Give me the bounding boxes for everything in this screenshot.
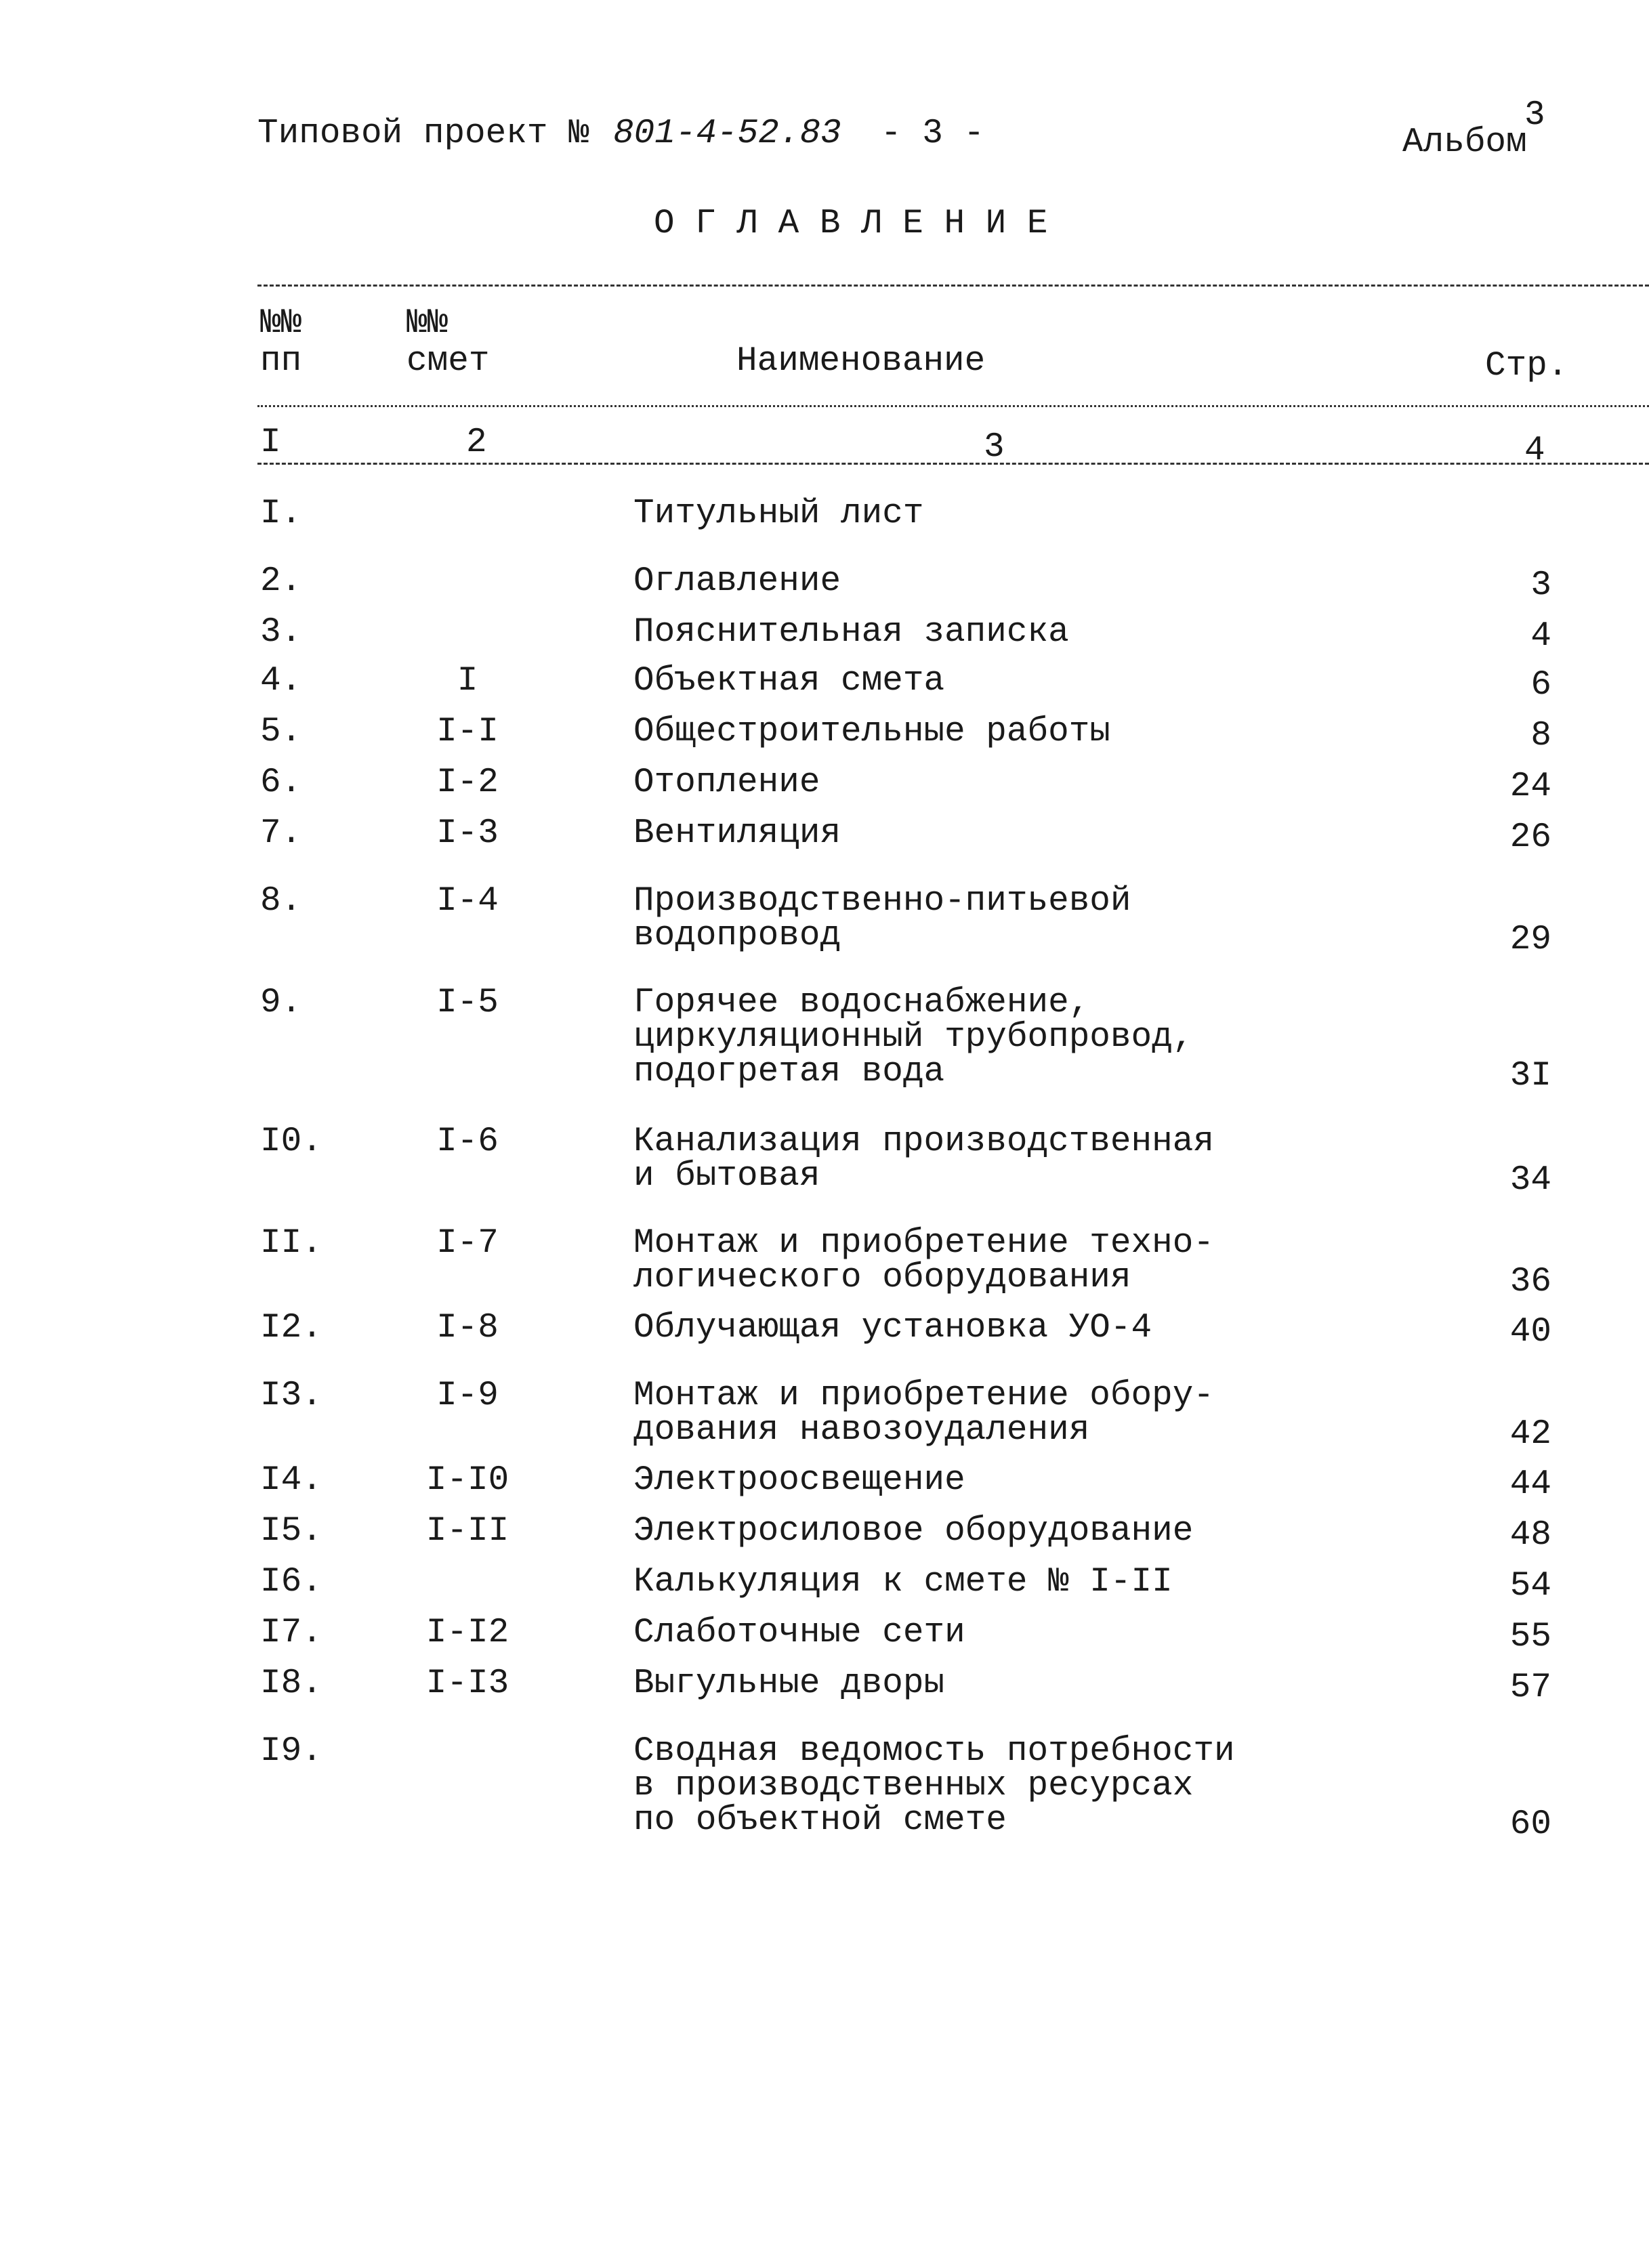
row-title: Калькуляция к смете № I-II [633,1563,1173,1601]
album-number: 3 [1524,96,1545,135]
row-smeta-number: I-I [436,713,499,751]
row-number: 5. [260,713,302,751]
row-number: 2. [260,562,302,601]
row-number: I9. [260,1732,322,1771]
row-smeta-number: I-I3 [425,1664,509,1703]
row-page: 36 [1509,1263,1551,1301]
row-title: Вентиляция [633,814,841,853]
row-page: 8 [1530,717,1551,755]
index-rule [257,463,1649,465]
row-number: II. [260,1224,322,1263]
row-number: 9. [260,984,302,1022]
col-index-3: 3 [984,428,1005,467]
row-page: 55 [1509,1618,1551,1656]
col-header-name: Наименование [736,342,986,381]
col-header-smeta: №№ смет [406,304,490,381]
row-number: 4. [260,662,302,700]
row-smeta-number: I-I0 [425,1461,509,1500]
header-rule [257,405,1649,407]
row-page: 60 [1509,1805,1551,1844]
row-smeta-number: I-9 [436,1377,499,1415]
row-smeta-number: I-2 [436,763,499,802]
row-number: I6. [260,1563,322,1601]
row-title: Электросиловое оборудование [633,1512,1194,1551]
row-title: Слаботочные сети [633,1614,965,1652]
row-title: Монтаж и приобретение техно- логического оборудования [633,1224,1214,1297]
row-number: I. [260,495,302,533]
row-smeta-number: I-7 [436,1224,499,1263]
row-number: 3. [260,613,302,652]
col-header-num: №№ пп [260,304,302,381]
row-title: Облучающая установка УО-4 [633,1309,1152,1347]
col-index-2: 2 [466,423,487,462]
row-number: I0. [260,1122,322,1161]
row-title: Горячее водоснабжение, циркуляционный трубопровод, подогретая вода [633,984,1194,1091]
row-smeta-number: I-I2 [425,1614,509,1652]
row-page: 4 [1530,617,1551,656]
row-number: I7. [260,1614,322,1652]
project-label: Типовой проект № [257,114,589,153]
row-smeta-number: I-3 [436,814,499,853]
row-number: I2. [260,1309,322,1347]
row-page: 54 [1509,1567,1551,1605]
row-page: 40 [1509,1313,1551,1351]
row-page: 3I [1509,1057,1551,1095]
row-page: 57 [1509,1668,1551,1707]
row-title: Электроосвещение [633,1461,965,1500]
row-title: Производственно-питьевой водопровод [633,882,1131,955]
row-page: 26 [1509,818,1551,857]
row-page: 6 [1530,666,1551,705]
page-number: - 3 - [881,114,985,153]
row-title: Титульный лист [633,495,924,533]
row-number: I4. [260,1461,322,1500]
row-smeta-number: I-II [425,1512,509,1551]
row-number: I3. [260,1377,322,1415]
row-title: Выгульные дворы [633,1664,945,1703]
row-title: Монтаж и приобретение обору- дования навозоудаления [633,1377,1214,1450]
row-smeta-number: I-6 [436,1122,499,1161]
col-header-page: Стр. [1485,347,1568,385]
row-title: Сводная ведомость потребности в производственных ресурсах по объектной смете [633,1732,1235,1840]
col-index-4: 4 [1524,432,1545,470]
row-title: Объектная смета [633,662,945,700]
row-smeta-number: I-5 [436,984,499,1022]
table-top-rule [257,285,1649,287]
row-page: 42 [1509,1415,1551,1454]
row-page: 44 [1509,1465,1551,1504]
row-title: Пояснительная записка [633,613,1069,652]
album-label: Альбом [1402,123,1527,162]
row-number: 6. [260,763,302,802]
row-page: 24 [1509,768,1551,806]
row-smeta-number: I-8 [436,1309,499,1347]
row-smeta-number: I-4 [436,882,499,921]
row-title: Общестроительные работы [633,713,1110,751]
row-number: 7. [260,814,302,853]
project-number: 801-4-52.83 [613,114,841,153]
row-page: 48 [1509,1516,1551,1555]
row-number: I5. [260,1512,322,1551]
row-number: I8. [260,1664,322,1703]
page-title: О Г Л А В Л Е Н И Е [654,205,1048,243]
row-title: Отопление [633,763,820,802]
row-page: 29 [1509,921,1551,959]
col-index-1: I [260,423,281,462]
row-title: Канализация производственная и бытовая [633,1122,1214,1196]
row-page: 34 [1509,1161,1551,1200]
row-page: 3 [1530,566,1551,605]
row-title: Оглавление [633,562,841,601]
row-smeta-number: I [457,662,478,700]
row-number: 8. [260,882,302,921]
